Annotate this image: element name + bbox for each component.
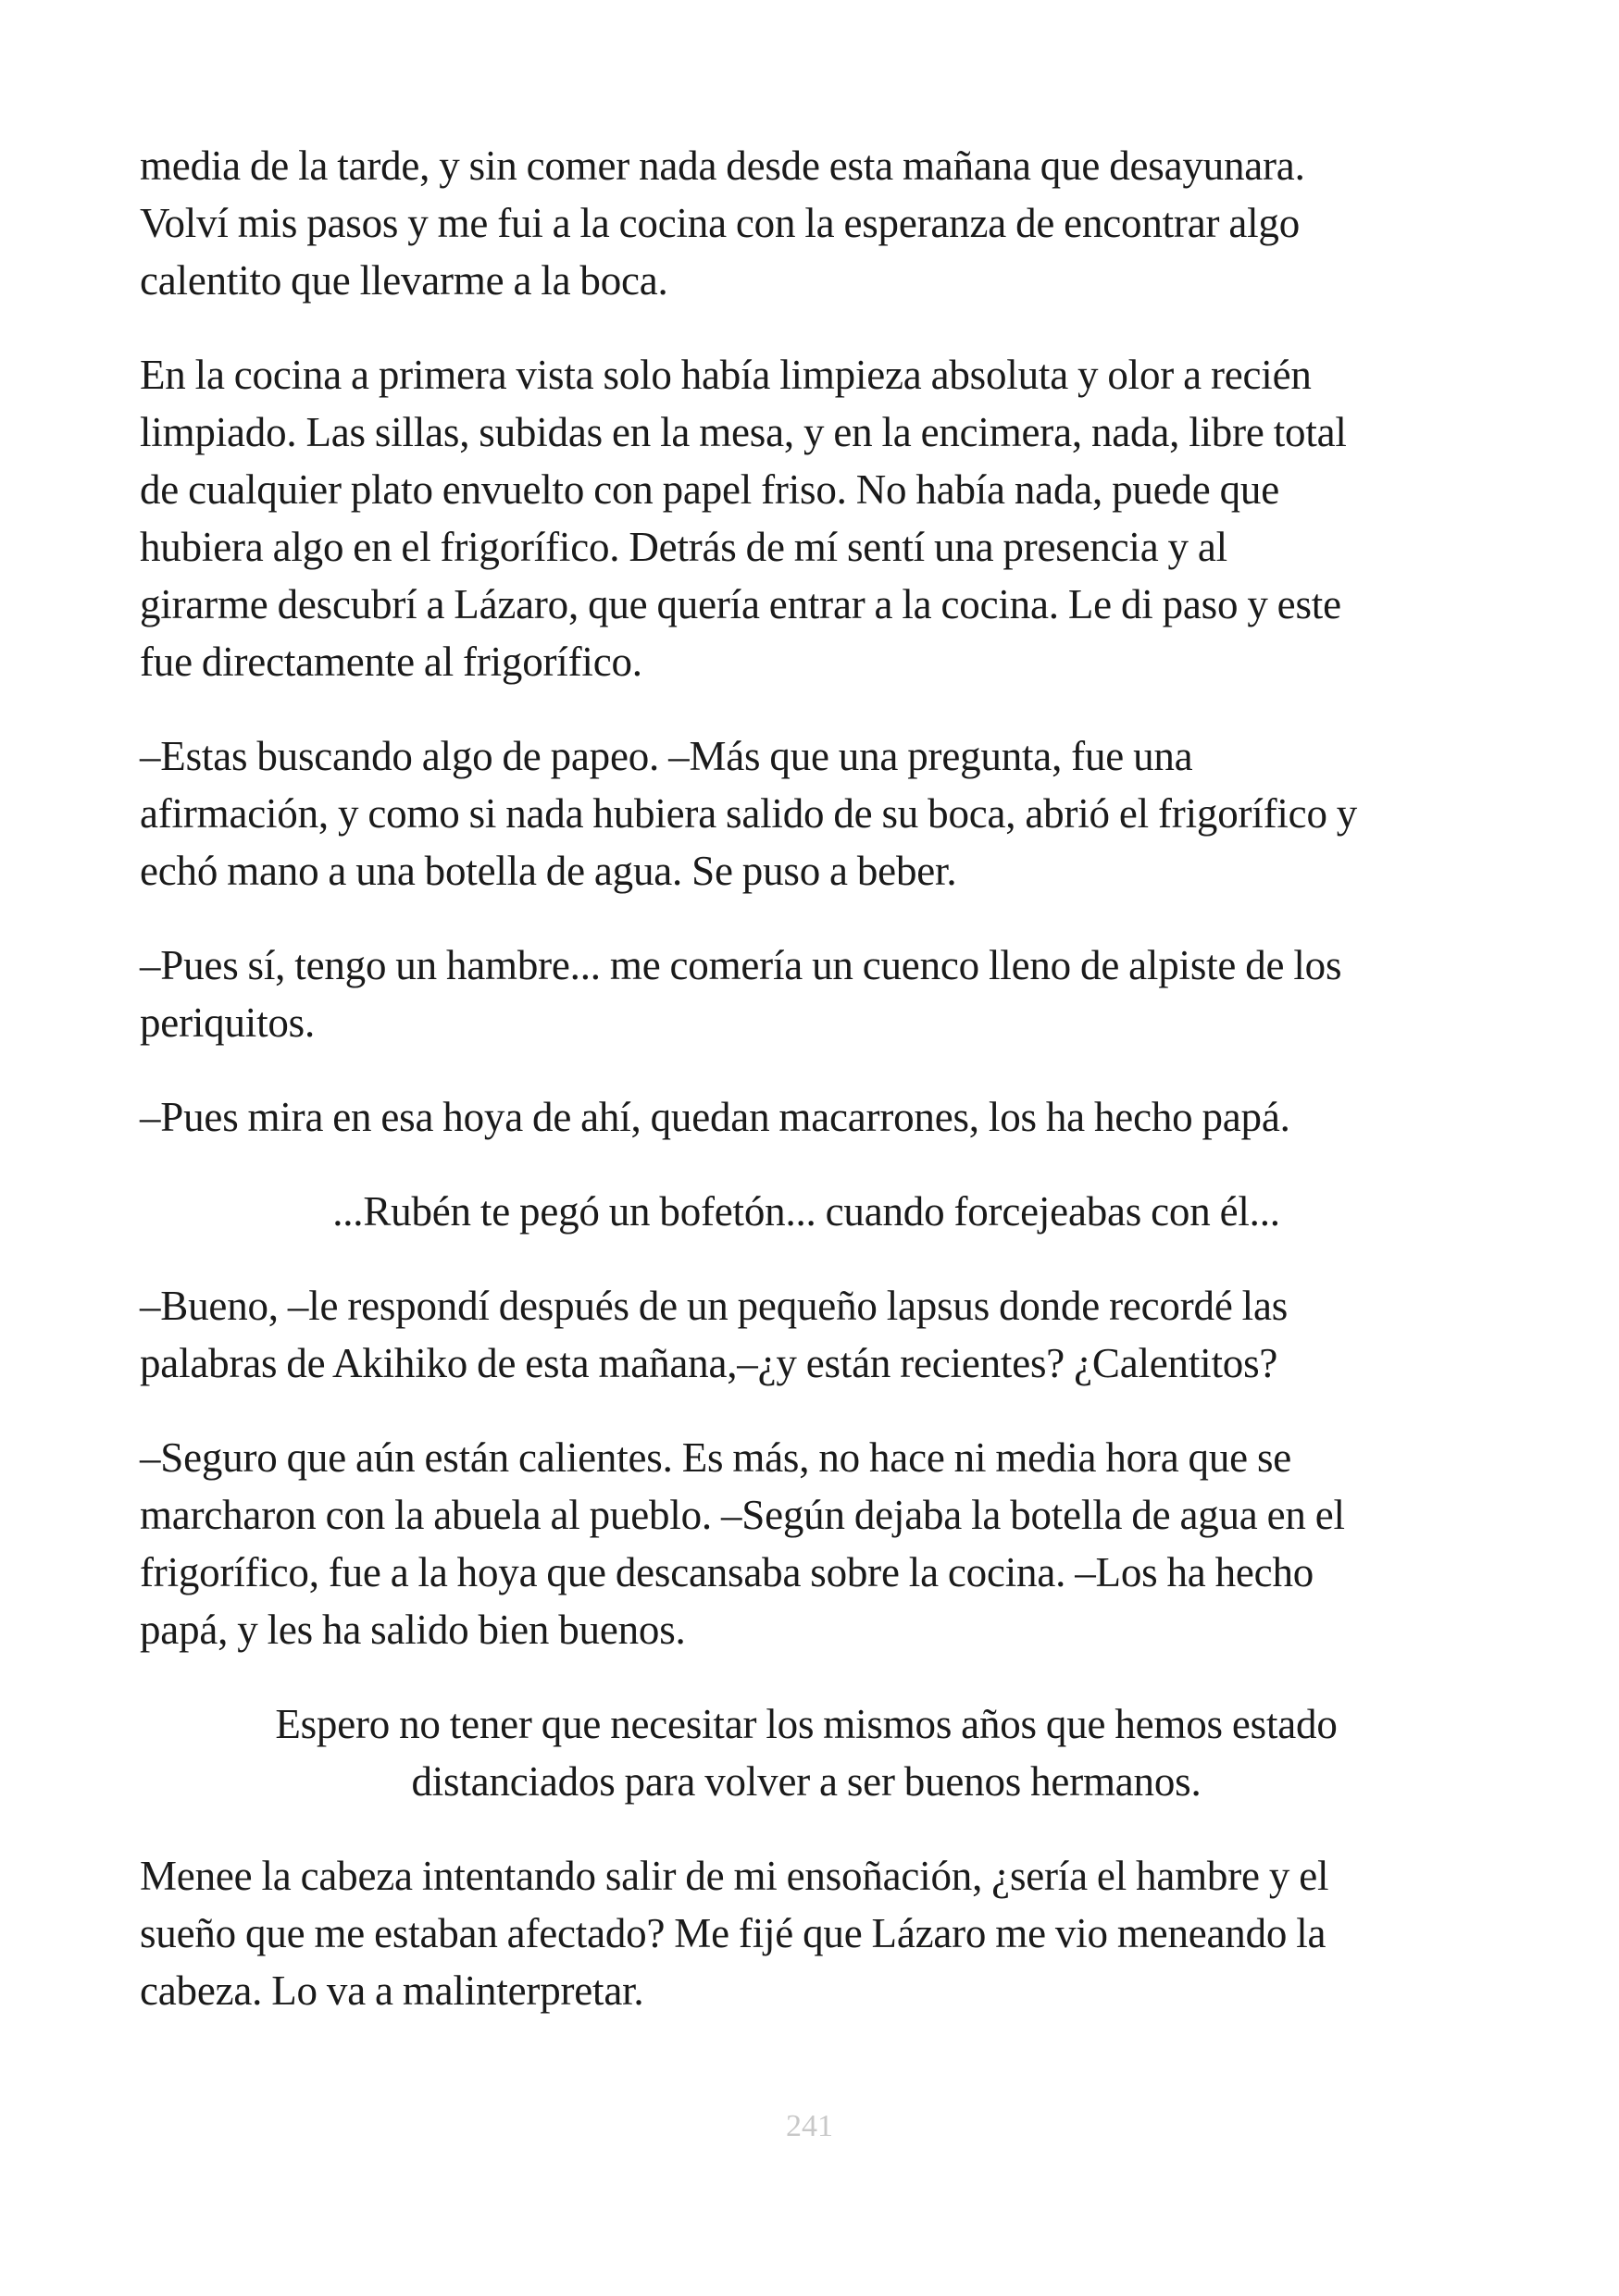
text-line: periquitos. <box>140 999 316 1046</box>
text-line: marcharon con la abuela al pueblo. –Según dejaba la botella de agua en el <box>140 1492 1345 1538</box>
centered-paragraph <box>140 1183 1473 1240</box>
text-line: hubiera algo en el frigorífico. Detrás de mí sentí una presencia y al <box>140 524 1227 570</box>
text-line: –Pues sí, tengo un hambre... me comería un cuenco lleno de alpiste de los <box>140 942 1342 988</box>
text-line: –Bueno, –le respondí después de un pequeño lapsus donde recordé las <box>140 1283 1289 1329</box>
text-line: cabeza. Lo va a malinterpretar. <box>140 1967 644 2014</box>
text-line: de cualquier plato envuelto con papel friso. No había nada, puede que <box>140 466 1279 513</box>
paragraph <box>140 137 1473 309</box>
text-line: media de la tarde, y sin comer nada desde esta mañana que desayunara. <box>140 143 1305 189</box>
paragraph <box>140 1088 1473 1146</box>
text-line: distanciados para volver a ser buenos hermanos. <box>411 1758 1202 1805</box>
text-line: limpiado. Las sillas, subidas en la mesa, y en la encimera, nada, libre total <box>140 409 1347 455</box>
text-line: frigorífico, fue a la hoya que descansaba sobre la cocina. –Los ha hecho <box>140 1549 1314 1595</box>
page-number: 241 <box>786 2109 833 2143</box>
text-line: –Pues mira en esa hoya de ahí, quedan macarrones, los ha hecho papá. <box>140 1094 1290 1140</box>
text-line: girarme descubrí a Lázaro, que quería entrar a la cocina. Le di paso y este <box>140 581 1341 627</box>
paragraph <box>140 1847 1473 2019</box>
text-line: palabras de Akihiko de esta mañana,–¿y están recientes? ¿Calentitos? <box>140 1340 1278 1386</box>
text-line: –Estas buscando algo de papeo. –Más que una pregunta, fue una <box>140 733 1193 779</box>
paragraph <box>140 1277 1473 1392</box>
paragraph <box>140 1429 1473 1658</box>
text-line: Menee la cabeza intentando salir de mi ensoñación, ¿sería el hambre y el <box>140 1853 1329 1899</box>
paragraph <box>140 727 1473 900</box>
text-line: echó mano a una botella de agua. Se puso a beber. <box>140 848 957 894</box>
text-line: calentito que llevarme a la boca. <box>140 257 668 304</box>
centered-paragraph <box>140 1695 1473 1810</box>
text-line: fue directamente al frigorífico. <box>140 639 642 685</box>
page-body <box>140 137 1473 2056</box>
text-line: –Seguro que aún están calientes. Es más, no hace ni media hora que se <box>140 1434 1292 1481</box>
paragraph <box>140 346 1473 690</box>
text-line: ...Rubén te pegó un bofetón... cuando forcejeabas con él... <box>332 1188 1280 1235</box>
text-line: En la cocina a primera vista solo había limpieza absoluta y olor a recién <box>140 352 1312 398</box>
paragraph <box>140 937 1473 1051</box>
text-line: sueño que me estaban afectado? Me fijé que Lázaro me vio meneando la <box>140 1910 1326 1956</box>
text-line: papá, y les ha salido bien buenos. <box>140 1607 686 1653</box>
text-line: afirmación, y como si nada hubiera salido de su boca, abrió el frigorífico y <box>140 790 1358 837</box>
text-line: Volví mis pasos y me fui a la cocina con la esperanza de encontrar algo <box>140 200 1301 246</box>
text-line: Espero no tener que necesitar los mismos años que hemos estado <box>275 1701 1338 1747</box>
